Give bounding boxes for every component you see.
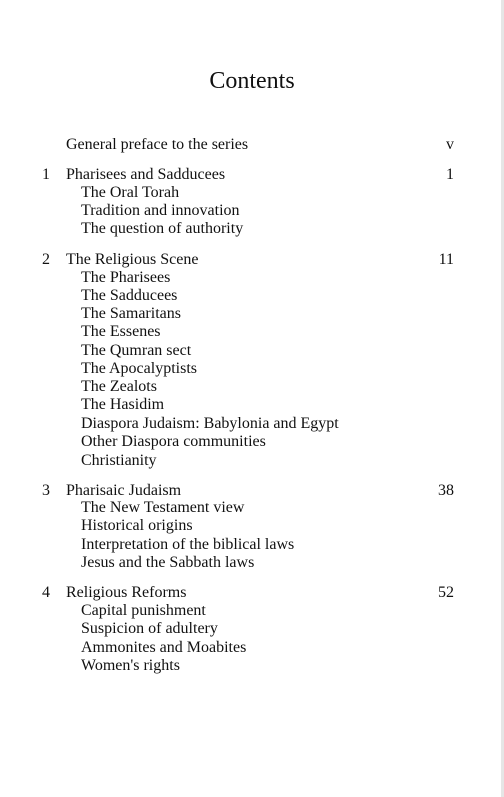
section-entry[interactable]: The Zealots	[81, 378, 157, 395]
chapter-title[interactable]: Pharisees and Sadducees	[66, 166, 226, 183]
chapter-page-number: 1	[446, 166, 454, 183]
section-entry[interactable]: Women's rights	[81, 657, 180, 674]
chapter-title[interactable]: Pharisaic Judaism	[66, 482, 182, 499]
section-entry[interactable]: Historical origins	[81, 517, 193, 534]
section-entry[interactable]: The Apocalyptists	[81, 360, 197, 377]
page-title: Contents	[209, 68, 295, 94]
section-entry[interactable]: Tradition and innovation	[81, 202, 240, 219]
section-entry[interactable]: The New Testament view	[81, 499, 245, 516]
section-entry[interactable]: The Essenes	[81, 323, 161, 340]
section-entry[interactable]: Other Diaspora communities	[81, 433, 266, 450]
section-entry[interactable]: The question of authority	[81, 220, 244, 237]
section-entry[interactable]: The Oral Torah	[81, 184, 180, 201]
chapter-number: 2	[42, 251, 50, 268]
section-entry[interactable]: The Hasidim	[81, 396, 165, 413]
section-entry[interactable]: The Sadducees	[81, 287, 178, 304]
section-entry[interactable]: The Samaritans	[81, 305, 181, 322]
section-entry[interactable]: Diaspora Judaism: Babylonia and Egypt	[81, 415, 339, 432]
chapter-page-number: 52	[438, 584, 454, 601]
section-entry[interactable]: Ammonites and Moabites	[81, 639, 247, 656]
section-entry[interactable]: The Pharisees	[81, 269, 171, 286]
section-entry[interactable]: Jesus and the Sabbath laws	[81, 554, 255, 571]
section-entry[interactable]: Suspicion of adultery	[81, 620, 218, 637]
chapter-number: 4	[42, 584, 50, 601]
section-entry[interactable]: The Qumran sect	[81, 342, 192, 359]
section-entry[interactable]: Christianity	[81, 452, 157, 469]
chapter-title[interactable]: Religious Reforms	[66, 584, 187, 601]
chapter-number: 1	[42, 166, 50, 183]
chapter-number: 3	[42, 482, 50, 499]
section-entry[interactable]: Interpretation of the biblical laws	[81, 536, 295, 553]
chapter-title[interactable]: The Religious Scene	[66, 251, 199, 268]
preface-page-number: v	[446, 136, 454, 153]
chapter-page-number: 11	[438, 251, 454, 268]
section-entry[interactable]: Capital punishment	[81, 602, 206, 619]
preface-entry[interactable]: General preface to the series	[66, 136, 249, 153]
chapter-page-number: 38	[438, 482, 454, 499]
